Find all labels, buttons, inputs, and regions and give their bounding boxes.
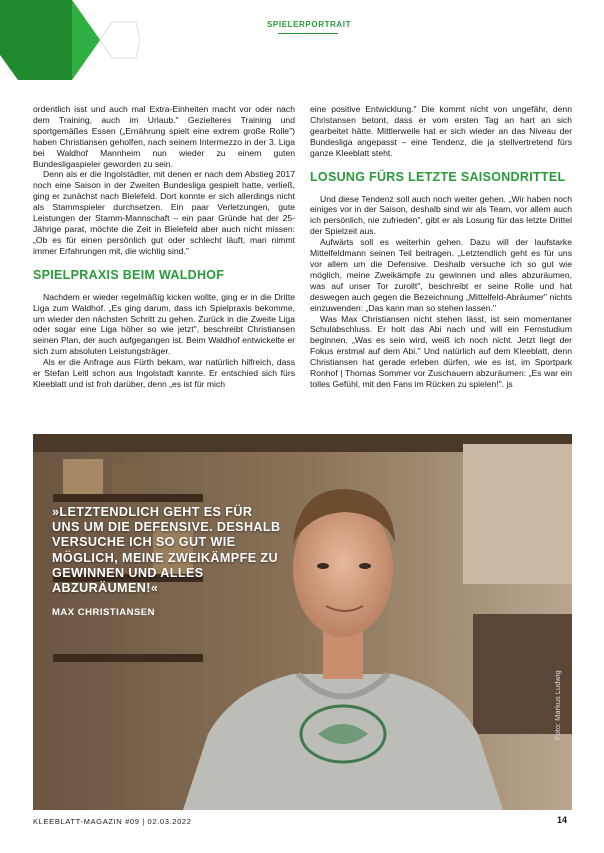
paragraph: Denn als er die Ingolstädter, mit denen er nach dem Abstieg 2017 noch eine Saison in der Zweiten Bundesliga gespielt hatte, verließ, ging er zunächst nach Bielefeld. Dort konnte er sich allerdings nicht als Stammspieler durchsetzen. Ein paar Verletzungen, gute Leistungen der Stamm-Mannschaft – ein paar Gründe hat der 25-Jährige parat, möchte die Zeit in Bielefeld aber auch nicht missen: „Ob es für einen persönlich gut oder schlecht läuft, man nimmt immer Erfahrungen mit, die wichtig sind." [33, 169, 295, 256]
article-column-right [310, 104, 572, 390]
paragraph: Und diese Tendenz soll auch noch weiter gehen. „Wir haben noch einiges vor in der Saison, deshalb sind wir als Team, vor allem auch ich persönlich, nie zufrieden", gibt er als Losung für das letzte Drittel der Spielzeit aus. [310, 193, 572, 237]
page-number: 14 [557, 815, 568, 825]
subheading: LOSUNG FÜRS LETZTE SAISONDRITTEL [310, 169, 566, 184]
article-column-left [33, 104, 295, 390]
hexagon-decoration [0, 0, 140, 90]
photo-credit: Foto: Markus Ludwig [553, 670, 562, 740]
quote-author: MAX CHRISTIANSEN [52, 607, 156, 618]
footer-magazine-info: KLEEBLATT-MAGAZIN #09 | 02.03.2022 [33, 817, 192, 826]
subheading: SPIELPRAXIS BEIM WALDHOF [33, 267, 225, 282]
paragraph: Als er die Anfrage aus Fürth bekam, war natürlich hilfreich, dass er Stefan Leitl schon aus Ingolstadt kannte. Er entschied sich fürs Kleeblatt und ist froh darüber, denn „es ist für mich [33, 357, 295, 389]
player-photo [33, 434, 572, 810]
paragraph: Nachdem er wieder regelmäßig kicken wollte, ging er in die Dritte Liga zum Waldhof. „Es ging darum, dass ich Spielpraxis bekomme, um wieder den nächsten Schritt zu gehen. Zurück in die Zweite Liga oder sogar eine Liga höher so wie jetzt", beschreibt Christiansen seinen Plan, der auch aufgegangen ist. Beim Waldhof entwickelte er sich zum absoluten Leistungsträger. [33, 291, 295, 357]
paragraph: ordentlich isst und auch mal Extra-Einheiten macht vor oder nach dem Training, auch im Urlaub." Gezielteres Training und sportgemäßes Essen („Ernährung spielt eine extrem große Rolle") haben Christiansen geholfen, nach seinem Intermezzo in der 3. Liga bei Waldhof Mannheim nun wieder zu einem guten Bundesligaspieler geworden zu sein. [33, 104, 295, 169]
pull-quote: »LETZTENDLICH GEHT ES FÜR UNS UM DIE DEFENSIVE. DESHALB VERSUCHE ICH SO GUT WIE MÖGLICH, MEINE ZWEIKÄMPFE ZU GEWINNEN UND ALLES ABZURÄUMEN!« [52, 505, 281, 596]
paragraph: Aufwärts soll es weiterhin gehen. Dazu will der laufstarke Mittelfeldmann seinen Teil beitragen. „Letztendlich geht es für uns vor allem um die Defensive. Deshalb versuche ich so gut wie möglich, meine Zweikämpfe zu gewinnen und alles abzuräumen, was auf unser Tor zurollt", beschreibt er seine Rolle und hat deswegen auch gegen die Bezeichnung „Mittelfeld-Abräumer" nichts einzuwenden: „Das kann man so stehen lassen." [310, 237, 572, 313]
section-underline [278, 33, 338, 34]
paragraph: Was Max Christiansen nicht stehen lässt, ist sein momentaner Schulabschluss. Er holt das Abi nach und will ein Fernstudium beginnen. „Was es sein wird, weiß ich noch nicht. Jetzt liegt der Fokus erstmal auf dem Abi." Und natürlich auf dem Kleeblatt, denn Christiansen hat gerade erleben dürfen, wie es ist, im Sportpark Ronhof | Thomas Sommer vor Zuschauern abzuräumen: „Es war ein tolles Gefühl, mit den Fans im Rücken zu spielen!". js [310, 313, 572, 389]
section-label: SPIELERPORTRAIT [267, 20, 352, 29]
photo-illustration [33, 434, 572, 810]
paragraph: eine positive Entwicklung." Die kommt nicht von ungefähr, denn Christansen betont, dass er vom ersten Tag an hart an sich gearbeitet hätte. Mittlerweile hat er sich wieder an das Niveau der Bundesliga angepasst – eine Tendenz, die ja stellvertretend fürs ganze Kleeblatt steht. [310, 104, 572, 158]
